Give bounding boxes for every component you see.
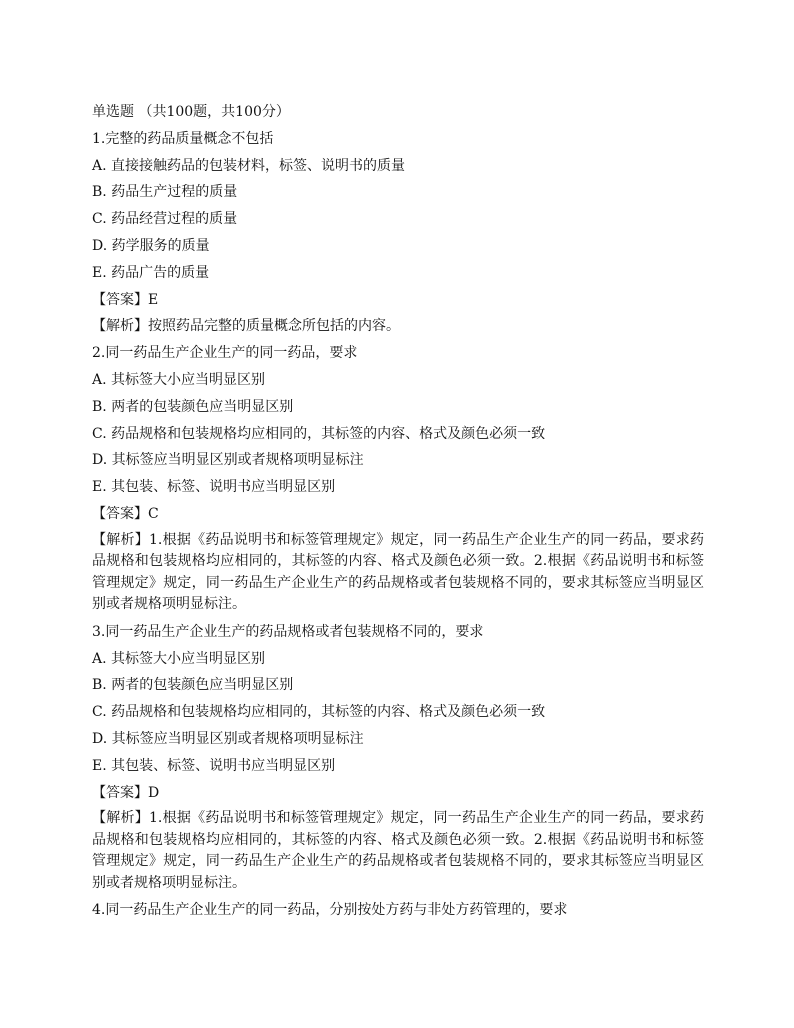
question-stem: 2.同一药品生产企业生产的同一药品，要求 [92, 345, 358, 362]
answer-line [92, 780, 704, 807]
option-b: B. 两者的包装颜色应当明显区别 [92, 398, 294, 415]
analysis-line [92, 313, 704, 340]
analysis-paragraph [92, 808, 704, 894]
analysis-label: 【解析】 [92, 318, 148, 335]
option-a: A. 直接接触药品的包装材料，标签、说明书的质量 [92, 157, 406, 174]
option-a: A. 其标签大小应当明显区别 [92, 650, 266, 667]
option-d: D. 药学服务的质量 [92, 237, 210, 254]
option-b: B. 药品生产过程的质量 [92, 184, 238, 201]
option-e: E. 其包装、标签、说明书应当明显区别 [92, 757, 336, 774]
document-page [92, 99, 704, 924]
answer-value: D [148, 784, 160, 801]
section-header: 单选题 （共100题，共100分） [92, 104, 290, 120]
option-c: C. 药品规格和包装规格均应相同的，其标签的内容、格式及颜色必须一致 [92, 704, 546, 721]
analysis-label: 【解析】 [92, 810, 150, 827]
answer-value: E [148, 291, 159, 308]
analysis-text: 按照药品完整的质量概念所包括的内容。 [148, 318, 400, 335]
question-1 [92, 126, 704, 340]
answer-line [92, 287, 704, 314]
option-c: C. 药品经营过程的质量 [92, 211, 238, 228]
option-d: D. 其标签应当明显区别或者规格项明显标注 [92, 452, 364, 469]
answer-label: 【答案】 [92, 291, 148, 308]
option-e: E. 药品广告的质量 [92, 264, 210, 281]
option-b: B. 两者的包装颜色应当明显区别 [92, 677, 294, 694]
analysis-text: 1.根据《药品说明书和标签管理规定》规定，同一药品生产企业生产的同一药品，要求药品规格和包装规格均应相同的，其标签的内容、格式及颜色必须一致。2.根据《药品说明书和标签管理规定》规定，同一药品生产企业生产的药品规格或者包装规格不同的，要求其标签应当明显区别或者规格项明显标注。 [92, 810, 704, 891]
question-3 [92, 619, 704, 895]
question-2 [92, 340, 704, 616]
option-a: A. 其标签大小应当明显区别 [92, 371, 266, 388]
question-stem: 1.完整的药品质量概念不包括 [92, 130, 274, 147]
answer-label: 【答案】 [92, 505, 148, 522]
question-stem: 3.同一药品生产企业生产的药品规格或者包装规格不同的，要求 [92, 623, 484, 640]
question-stem: 4.同一药品生产企业生产的同一药品，分别按处方药与非处方药管理的，要求 [92, 902, 568, 919]
option-e: E. 其包装、标签、说明书应当明显区别 [92, 479, 336, 496]
analysis-label: 【解析】 [92, 531, 150, 548]
option-d: D. 其标签应当明显区别或者规格项明显标注 [92, 730, 364, 747]
analysis-text: 1.根据《药品说明书和标签管理规定》规定，同一药品生产企业生产的同一药品，要求药品规格和包装规格均应相同的，其标签的内容、格式及颜色必须一致。2.根据《药品说明书和标签管理规定》规定，同一药品生产企业生产的药品规格或者包装规格不同的，要求其标签应当明显区别或者规格项明显标注。 [92, 531, 704, 613]
answer-label: 【答案】 [92, 784, 148, 801]
question-4 [92, 897, 704, 924]
answer-value: C [148, 505, 159, 522]
option-c: C. 药品规格和包装规格均应相同的，其标签的内容、格式及颜色必须一致 [92, 425, 546, 442]
analysis-paragraph [92, 530, 704, 616]
answer-line [92, 501, 704, 528]
